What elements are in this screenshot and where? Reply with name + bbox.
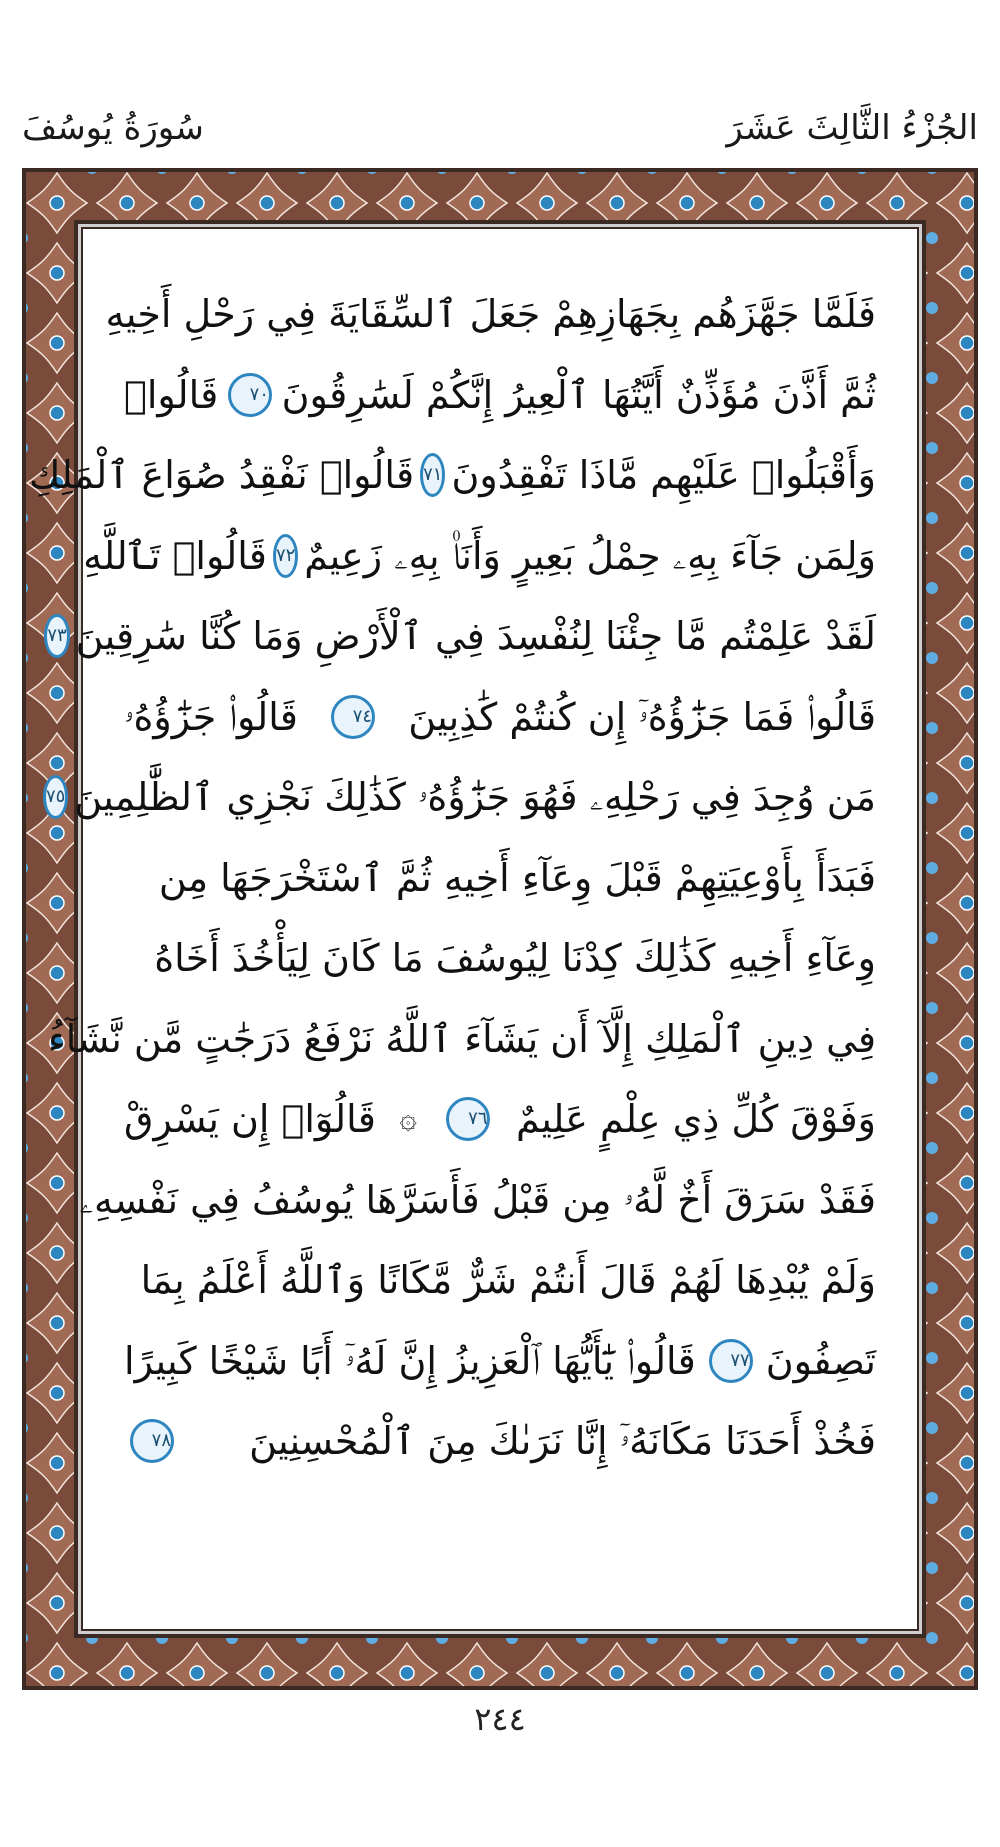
verse-text: فَلَمَّا جَهَّزَهُم بِجَهَازِهِمْ جَعَلَ ٱلسِّقَايَةَ فِي رَحْلِ أَخِيهِ (105, 292, 876, 336)
verse-line (124, 1079, 876, 1160)
verse-text: فِي دِينِ ٱلْمَلِكِ إِلَّآ أَن يَشَآءَ ٱللَّهُ نَرْفَعُ دَرَجَٰتٍ مَّن نَّشَآءُ (47, 1016, 876, 1061)
verse-text: قَالُوٓا۟ إِن يَسْرِقْ (124, 1097, 376, 1141)
verse-text: فَخُذْ أَحَدَنَا مَكَانَهُۥٓ إِنَّا نَرَىٰكَ مِنَ ٱلْمُحْسِنِينَ (249, 1419, 876, 1463)
verse-line (124, 1321, 876, 1402)
verse-text: ثُمَّ أَذَّنَ مُؤَذِّنٌ أَيَّتُهَا ٱلْعِيرُ إِنَّكُمْ لَسَٰرِقُونَ (281, 372, 876, 417)
verse-line (124, 355, 876, 436)
verse-text: فَقَدْ سَرَقَ أَخٌ لَّهُۥ مِن قَبْلُ فَأَسَرَّهَا يُوسُفُ فِي نَفْسِهِۦ (79, 1177, 876, 1222)
verse-line (124, 1240, 876, 1321)
ayah-number-marker: ٧٨ (130, 1419, 174, 1463)
verse-text: وِعَآءِ أَخِيهِ كَذَٰلِكَ كِدْنَا لِيُوسُفَ مَا كَانَ لِيَأْخُذَ أَخَاهُ (154, 936, 876, 980)
verse-line (45, 757, 876, 838)
verse-line (124, 677, 876, 758)
ayah-number-marker: ٧٥ (43, 775, 68, 819)
verse-text: وَلِمَن جَآءَ بِهِۦ حِمْلُ بَعِيرٍ وَأَنَا۠ بِهِۦ زَعِيمٌ (304, 533, 876, 578)
verse-text: قَالُوا۟ فَمَا جَزَٰٓؤُهُۥٓ إِن كُنتُمْ كَٰذِبِينَ (408, 694, 876, 739)
verse-line (29, 435, 876, 516)
ayah-number-marker: ٧٠ (228, 373, 272, 417)
verse-text: قَالُوا۟ (124, 372, 219, 417)
juz-name: الجُزْءُ الثَّالِثَ عَشَرَ (726, 108, 978, 148)
verse-text: وَلَمْ يُبْدِهَا لَهُمْ قَالَ أَنتُمْ شَرٌّ مَّكَانًا وَٱللَّهُ أَعْلَمُ بِمَا (140, 1258, 876, 1302)
verse-text: تَصِفُونَ (765, 1338, 876, 1383)
verse-line (83, 516, 876, 597)
ayah-number-marker: ٧٤ (331, 695, 375, 739)
page-header (0, 108, 1000, 168)
hizb-marker: ۞ (399, 1101, 417, 1136)
verse-text: قَالُوا۟ تَٱللَّهِ (83, 533, 267, 578)
ayah-number-marker: ٧٢ (273, 534, 298, 578)
verse-line (47, 596, 876, 677)
verse-text: لَقَدْ عَلِمْتُم مَّا جِئْنَا لِنُفْسِدَ فِي ٱلْأَرْضِ وَمَا كُنَّا سَٰرِقِينَ (75, 614, 876, 658)
verse-text: قَالُوا۟ نَفْقِدُ صُوَاعَ ٱلْمَلِكِ (29, 453, 415, 497)
verse-text: وَأَقْبَلُوا۟ عَلَيْهِم مَّاذَا تَفْقِدُونَ (451, 453, 876, 497)
ayah-number-marker: ٧٦ (446, 1097, 490, 1141)
verse-line (124, 918, 876, 999)
verse-text: قَالُوا۟ يَٰٓأَيُّهَا ٱلْعَزِيزُ إِنَّ لَهُۥٓ أَبًا شَيْخًا كَبِيرًا (124, 1338, 696, 1383)
verse-text: فَبَدَأَ بِأَوْعِيَتِهِمْ قَبْلَ وِعَآءِ أَخِيهِ ثُمَّ ٱسْتَخْرَجَهَا مِن (158, 855, 876, 900)
verse-lines (29, 274, 876, 1482)
verse-text: وَفَوْقَ كُلِّ ذِي عِلْمٍ عَلِيمٌ (515, 1097, 876, 1141)
verse-line (105, 274, 876, 355)
ayah-number-marker: ٧٧ (709, 1339, 753, 1383)
verse-line (124, 838, 876, 919)
verse-text: مَن وُجِدَ فِي رَحْلِهِۦ فَهُوَ جَزَٰٓؤُهُۥ كَذَٰلِكَ نَجْزِي ٱلظَّٰلِمِينَ (74, 775, 876, 819)
verse-line (47, 999, 876, 1080)
verse-line (79, 1160, 876, 1241)
ayah-number-marker: ٧١ (420, 453, 445, 497)
verse-text: قَالُوا۟ جَزَٰٓؤُهُۥ (124, 694, 298, 739)
verse-line (124, 1401, 876, 1482)
text-panel (29, 230, 916, 1628)
ayah-number-marker: ٧٣ (44, 614, 69, 658)
ornamental-frame (22, 168, 978, 1690)
surah-name: سُورَةُ يُوسُفَ (22, 108, 204, 148)
page-number: ٢٤٤ (474, 1700, 526, 1738)
